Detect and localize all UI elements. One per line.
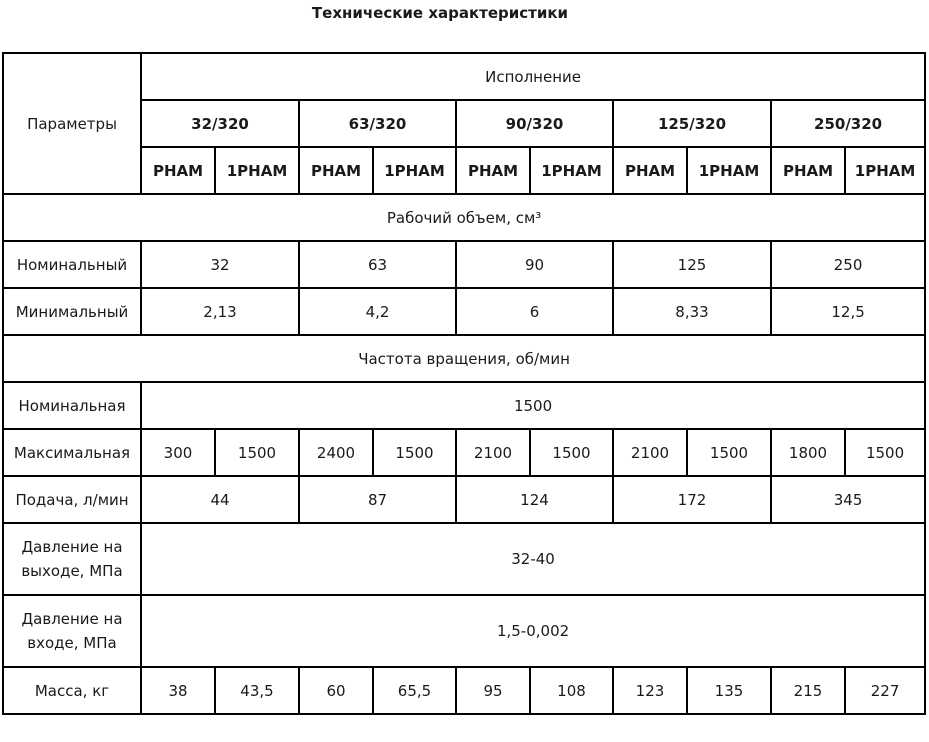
- table-cell: 2,13: [141, 288, 299, 335]
- table-cell: 124: [456, 476, 613, 523]
- row-label: Давление на выходе, МПа: [3, 523, 141, 595]
- table-row: [3, 667, 925, 714]
- header-row-execution: [3, 53, 925, 100]
- section-row-volume: [3, 194, 925, 241]
- table-row: [3, 288, 925, 335]
- variant-header: 1РНАМ: [215, 147, 299, 194]
- section-title-volume: Рабочий объем, см³: [3, 194, 925, 241]
- page-title: Технические характеристики: [311, 4, 569, 22]
- table-cell: 227: [845, 667, 925, 714]
- row-label: Максимальная: [3, 429, 141, 476]
- model-header: 32/320: [141, 100, 299, 147]
- variant-header: РНАМ: [613, 147, 687, 194]
- table-cell: 90: [456, 241, 613, 288]
- table-cell: 8,33: [613, 288, 771, 335]
- table-cell: 4,2: [299, 288, 456, 335]
- execution-header: Исполнение: [141, 53, 925, 100]
- table-cell: 44: [141, 476, 299, 523]
- table-row: [3, 595, 925, 667]
- variant-header: 1РНАМ: [373, 147, 456, 194]
- table-cell: 95: [456, 667, 530, 714]
- table-cell: 12,5: [771, 288, 925, 335]
- table-cell: 63: [299, 241, 456, 288]
- table-row: [3, 476, 925, 523]
- variant-header: 1РНАМ: [687, 147, 771, 194]
- table-cell: 125: [613, 241, 771, 288]
- row-label: Номинальная: [3, 382, 141, 429]
- row-label: Номинальный: [3, 241, 141, 288]
- table-cell: 38: [141, 667, 215, 714]
- header-row-variants: [3, 147, 925, 194]
- table-cell: 1800: [771, 429, 845, 476]
- table-cell: 43,5: [215, 667, 299, 714]
- variant-header: РНАМ: [456, 147, 530, 194]
- table-cell: 1500: [215, 429, 299, 476]
- table-row: [3, 429, 925, 476]
- table-row: [3, 523, 925, 595]
- variant-header: РНАМ: [299, 147, 373, 194]
- table-cell: 1,5-0,002: [141, 595, 925, 667]
- table-cell: 32: [141, 241, 299, 288]
- header-row-models: [3, 100, 925, 147]
- table-cell: 2100: [456, 429, 530, 476]
- table-cell: 215: [771, 667, 845, 714]
- table-cell: 300: [141, 429, 215, 476]
- model-header: 63/320: [299, 100, 456, 147]
- table-cell: 1500: [141, 382, 925, 429]
- row-label: Подача, л/мин: [3, 476, 141, 523]
- variant-header: 1РНАМ: [530, 147, 613, 194]
- row-label: Минимальный: [3, 288, 141, 335]
- variant-header: 1РНАМ: [845, 147, 925, 194]
- table-cell: 60: [299, 667, 373, 714]
- variant-header: РНАМ: [771, 147, 845, 194]
- section-title-speed: Частота вращения, об/мин: [3, 335, 925, 382]
- table-cell: 123: [613, 667, 687, 714]
- table-cell: 1500: [530, 429, 613, 476]
- table-cell: 250: [771, 241, 925, 288]
- table-row: [3, 241, 925, 288]
- table-cell: 345: [771, 476, 925, 523]
- table-cell: 135: [687, 667, 771, 714]
- model-header: 90/320: [456, 100, 613, 147]
- table-cell: 65,5: [373, 667, 456, 714]
- row-label: Масса, кг: [3, 667, 141, 714]
- model-header: 125/320: [613, 100, 771, 147]
- table-cell: 1500: [373, 429, 456, 476]
- row-label: Давление на входе, МПа: [3, 595, 141, 667]
- table-cell: 87: [299, 476, 456, 523]
- table-cell: 6: [456, 288, 613, 335]
- table-cell: 2100: [613, 429, 687, 476]
- table-cell: 2400: [299, 429, 373, 476]
- table-cell: 1500: [845, 429, 925, 476]
- variant-header: РНАМ: [141, 147, 215, 194]
- model-header: 250/320: [771, 100, 925, 147]
- params-header: Параметры: [3, 53, 141, 194]
- table-cell: 172: [613, 476, 771, 523]
- spec-table: [2, 52, 926, 715]
- table-row: [3, 382, 925, 429]
- table-cell: 108: [530, 667, 613, 714]
- section-row-speed: [3, 335, 925, 382]
- table-cell: 32-40: [141, 523, 925, 595]
- table-cell: 1500: [687, 429, 771, 476]
